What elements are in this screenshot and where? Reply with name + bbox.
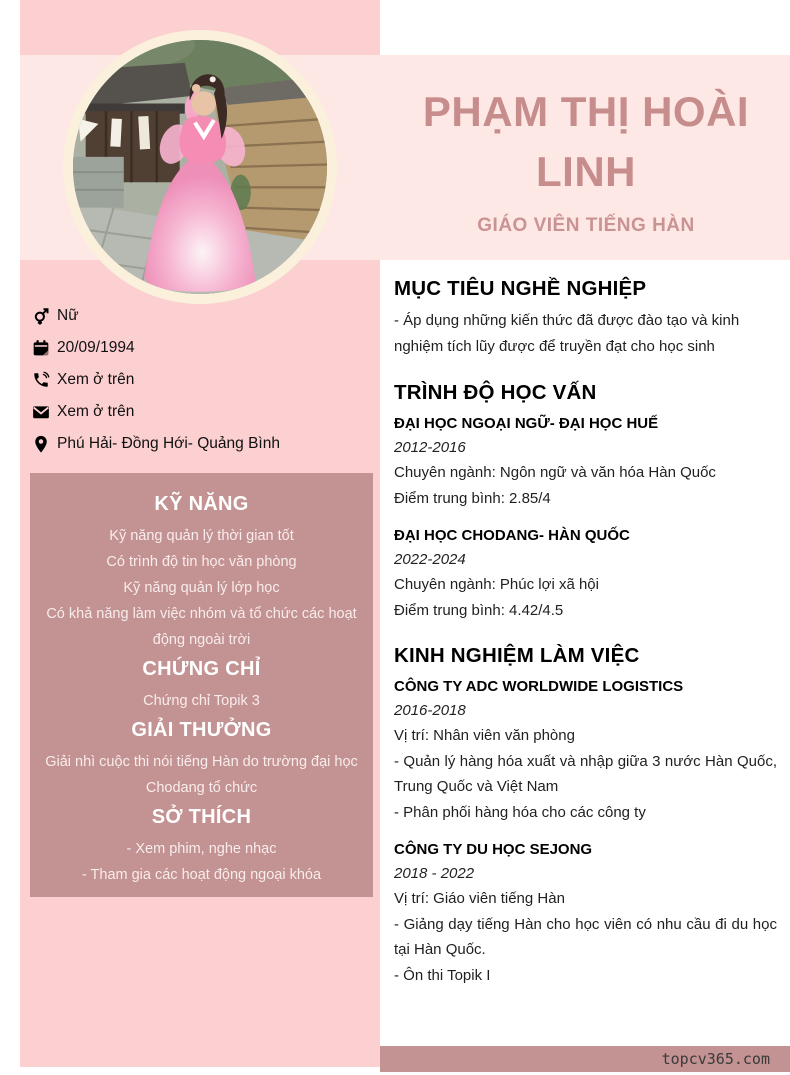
- main-content: [394, 277, 777, 988]
- footer-watermark-bar: [380, 1046, 790, 1072]
- education-heading: TRÌNH ĐỘ HỌC VẤN: [394, 381, 597, 404]
- experience-entry: [394, 838, 777, 988]
- watermark-text: topcv365.com: [661, 1050, 770, 1068]
- hobbies-title: SỞ THÍCH: [151, 806, 252, 828]
- hobby-item: - Xem phim, nghe nhạc: [126, 841, 277, 857]
- experience-line: - Quản lý hàng hóa xuất và nhập giữa 3 nước Hàn Quốc, Trung Quốc và Việt Nam: [394, 752, 777, 795]
- contact-row-address: [31, 428, 366, 460]
- contact-row-gender: [31, 300, 366, 332]
- experience-heading: KINH NGHIỆM LÀM VIỆC: [394, 644, 640, 667]
- experience-line: Vị trí: Nhân viên văn phòng: [394, 727, 575, 744]
- skill-item: Kỹ năng quản lý lớp học: [123, 580, 280, 596]
- contact-gender-label: Nữ: [57, 307, 79, 324]
- experience-period: 2018 - 2022: [394, 865, 475, 882]
- contact-phone-label: Xem ở trên: [57, 371, 135, 388]
- candidate-name: PHẠM THỊ HOÀI LINH: [422, 88, 750, 195]
- experience-org: CÔNG TY ADC WORLDWIDE LOGISTICS: [394, 678, 684, 695]
- education-line: Điểm trung bình: 4.42/4.5: [394, 601, 564, 619]
- contact-row-email: [31, 396, 366, 428]
- profile-photo-ring: [63, 30, 337, 304]
- experience-line: - Phân phối hàng hóa cho các công ty: [394, 803, 646, 821]
- job-title: GIÁO VIÊN TIẾNG HÀN: [477, 215, 695, 236]
- gender-icon: [31, 307, 50, 326]
- contact-email-label: Xem ở trên: [57, 403, 135, 420]
- education-line: Chuyên ngành: Phúc lợi xã hội: [394, 576, 599, 593]
- education-entry: [394, 524, 777, 623]
- certificate-item: Chứng chỉ Topik 3: [143, 693, 260, 709]
- skill-item: Có trình độ tin học văn phòng: [106, 554, 297, 570]
- skills-title: KỸ NĂNG: [154, 493, 249, 515]
- profile-photo-illustration: [73, 40, 327, 294]
- email-icon: [31, 403, 50, 422]
- certificates-title: CHỨNG CHỈ: [142, 658, 261, 680]
- objective-body: - Áp dụng những kiến thức đã được đào tạo và kinh nghiệm tích lũy được để truyền đạt cho học sinh: [394, 312, 740, 355]
- experience-line: - Giảng dạy tiếng Hàn cho học viên có nhu cầu đi du học tại Hàn Quốc.: [394, 915, 777, 958]
- phone-icon: [31, 371, 50, 390]
- awards-title: GIẢI THƯỞNG: [131, 719, 272, 741]
- sidebar-info-box: [30, 473, 373, 897]
- education-period: 2022-2024: [394, 551, 466, 568]
- contact-row-phone: [31, 364, 366, 396]
- contact-address-label: Phú Hải- Đồng Hới- Quảng Bình: [57, 435, 280, 452]
- location-icon: [31, 435, 50, 454]
- contact-birthdate-label: 20/09/1994: [57, 339, 135, 356]
- experience-line: - Ôn thi Topik I: [394, 966, 491, 984]
- education-period: 2012-2016: [394, 439, 466, 456]
- objective-heading: MỤC TIÊU NGHỀ NGHIỆP: [394, 277, 647, 300]
- education-line: Điểm trung bình: 2.85/4: [394, 489, 551, 507]
- award-item: Giải nhì cuộc thi nói tiếng Hàn do trường đại học Chodang tổ chức: [45, 754, 358, 796]
- contact-row-birthdate: [31, 332, 366, 364]
- experience-line: Vị trí: Giáo viên tiếng Hàn: [394, 890, 565, 907]
- skill-item: Kỹ năng quản lý thời gian tốt: [109, 528, 294, 544]
- experience-org: CÔNG TY DU HỌC SEJONG: [394, 841, 593, 858]
- education-entry: [394, 412, 777, 511]
- hobby-item: - Tham gia các hoạt động ngoại khóa: [81, 867, 322, 883]
- name-header: [390, 82, 782, 237]
- education-org: ĐẠI HỌC NGOẠI NGỮ- ĐẠI HỌC HUẾ: [394, 415, 659, 432]
- skill-item: Có khả năng làm việc nhóm và tổ chức các hoạt động ngoài trời: [46, 606, 357, 648]
- profile-photo: [73, 40, 327, 294]
- calendar-icon: [31, 339, 50, 358]
- contact-list: [31, 300, 366, 460]
- education-line: Chuyên ngành: Ngôn ngữ và văn hóa Hàn Quốc: [394, 464, 716, 481]
- education-org: ĐẠI HỌC CHODANG- HÀN QUỐC: [394, 527, 630, 544]
- experience-period: 2016-2018: [394, 702, 466, 719]
- experience-entry: [394, 675, 777, 825]
